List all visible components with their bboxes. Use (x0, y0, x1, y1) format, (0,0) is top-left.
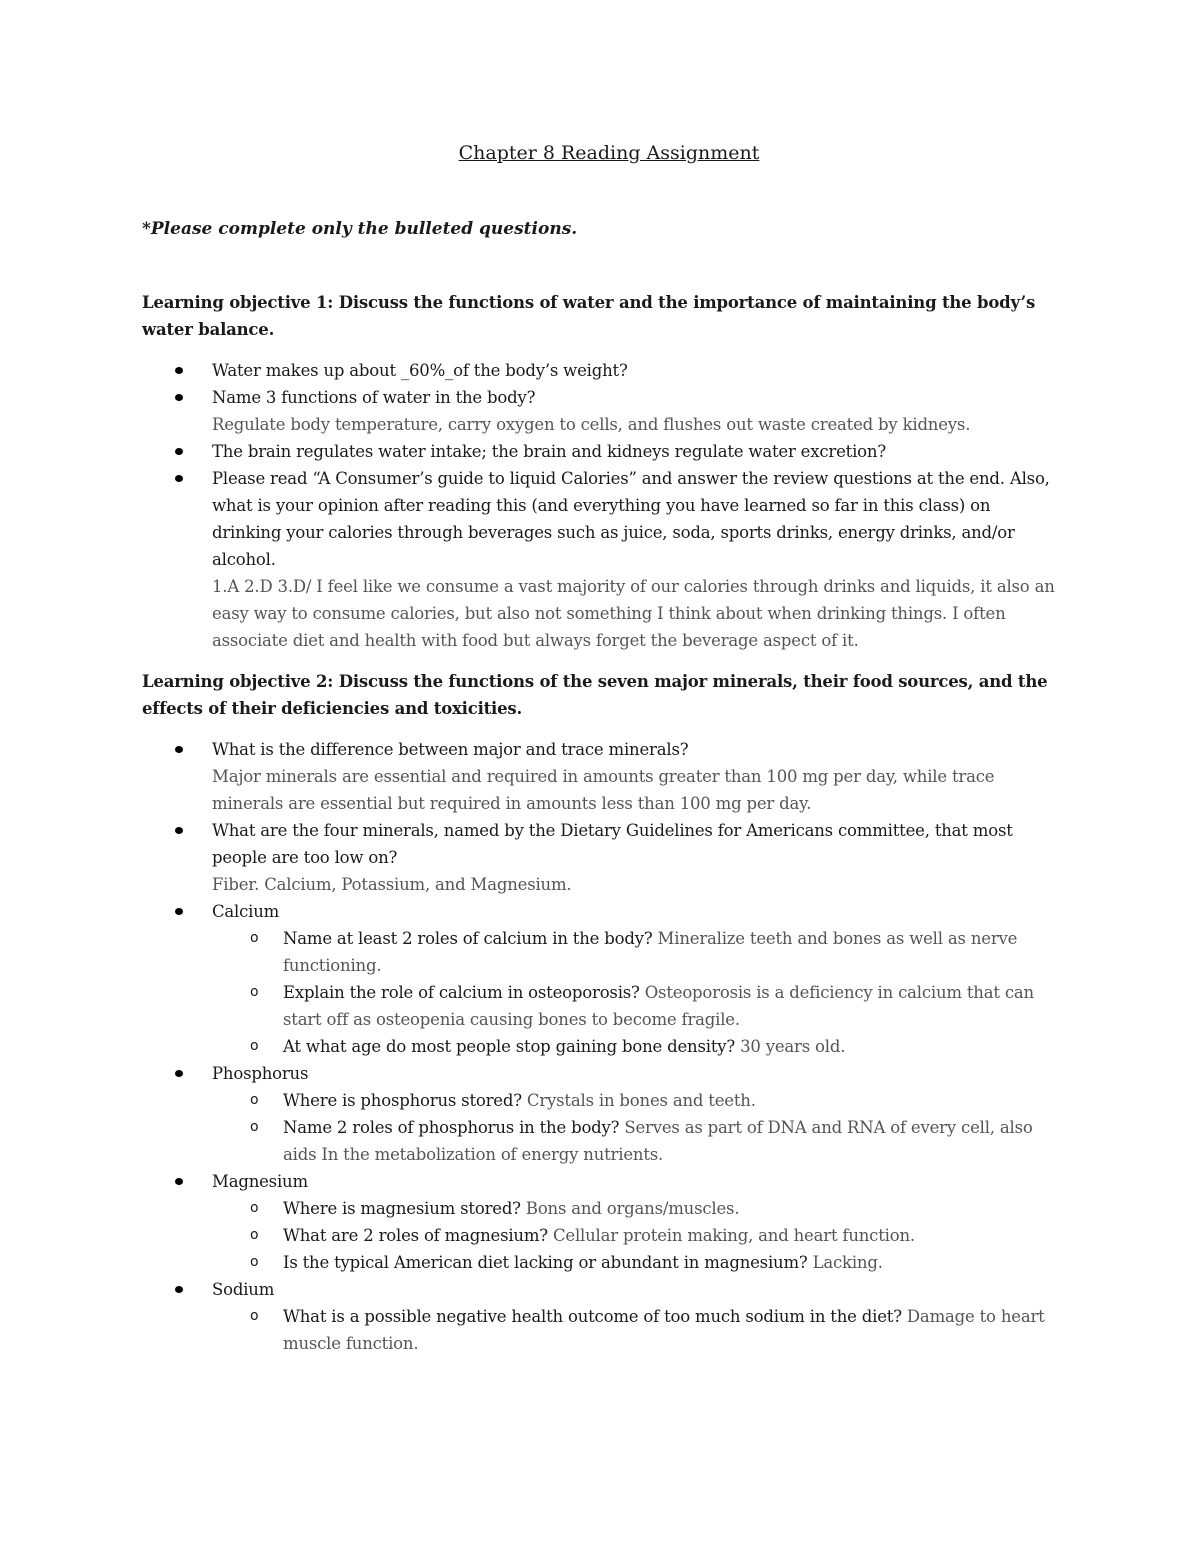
question-text: Name 3 functions of water in the body? (212, 388, 536, 407)
answer-text: Crystals in bones and teeth. (521, 1091, 756, 1110)
sub-question-item (212, 1249, 1062, 1276)
sub-bullet-icon: o (250, 1092, 259, 1108)
page-title: Chapter 8 Reading Assignment (458, 142, 760, 164)
sub-bullet-icon: o (250, 1254, 259, 1270)
bullet-icon (175, 746, 183, 753)
sub-question-item (212, 1114, 1062, 1168)
answer-text: Damage to heart muscle function. (283, 1307, 1045, 1353)
answer-text: Fiber. Calcium, Potassium, and Magnesium. (212, 875, 572, 894)
sub-question-item (212, 1222, 1062, 1249)
sub-bullet-icon: o (250, 930, 259, 946)
bullet-icon (175, 1178, 183, 1185)
sub-question-item (212, 1087, 1062, 1114)
question-text: Name 2 roles of phosphorus in the body? (283, 1118, 620, 1137)
question-text: At what age do most people stop gaining bone density? (283, 1037, 736, 1056)
mineral-name: Phosphorus (212, 1064, 309, 1083)
question-text: What are the four minerals, named by the Dietary Guidelines for Americans committee, that most people are too low on? (212, 821, 1013, 867)
mineral-name: Magnesium (212, 1172, 308, 1191)
sub-question-list (212, 1195, 1062, 1276)
mineral-item-calcium (142, 898, 1062, 1060)
question-text: Is the typical American diet lacking or abundant in magnesium? (283, 1253, 808, 1272)
mineral-name: Sodium (212, 1280, 275, 1299)
mineral-item-sodium (142, 1276, 1062, 1357)
bullet-icon (175, 475, 183, 482)
sub-bullet-icon: o (250, 1200, 259, 1216)
answer-text: Cellular protein making, and heart function. (547, 1226, 915, 1245)
answer-text: Serves as part of DNA and RNA of every cell, also aids In the metabolization of energy nutrients. (283, 1118, 1033, 1164)
question-text: What is the difference between major and trace minerals? (212, 740, 689, 759)
mineral-name: Calcium (212, 902, 280, 921)
mineral-item-magnesium (142, 1168, 1062, 1276)
sub-question-item (212, 1033, 1062, 1060)
lo2-question-list (142, 736, 1062, 1357)
bullet-icon (175, 1286, 183, 1293)
sub-question-item (212, 1303, 1062, 1357)
sub-bullet-icon: o (250, 1038, 259, 1054)
question-item (142, 817, 1062, 898)
question-text: Explain the role of calcium in osteoporosis? (283, 983, 640, 1002)
answer-text: 1.A 2.D 3.D/ I feel like we consume a vast majority of our calories through drinks and liquids, it also an easy way to consume calories, but also not something I think about when drinking things. I often associate diet and health with food but always forget the beverage aspect of it. (212, 577, 1055, 650)
lo1-question-list (142, 357, 1062, 654)
sub-question-item (212, 925, 1062, 979)
answer-text: 30 years old. (735, 1037, 846, 1056)
question-item (142, 357, 1062, 384)
mineral-item-phosphorus (142, 1060, 1062, 1168)
sub-bullet-icon: o (250, 1227, 259, 1243)
sub-question-list (212, 925, 1062, 1060)
question-text: The brain regulates water intake; the brain and kidneys regulate water excretion? (212, 442, 886, 461)
learning-objective-1: Learning objective 1: Discuss the functions of water and the importance of maintaining the body’s water balance. (142, 293, 1036, 339)
question-text: What are 2 roles of magnesium? (283, 1226, 548, 1245)
answer-text: Regulate body temperature, carry oxygen to cells, and flushes out waste created by kidneys. (212, 415, 971, 434)
document-page (142, 142, 1062, 1357)
question-text: Please read “A Consumer’s guide to liquid Calories” and answer the review questions at the end. Also, what is your opinion after reading this (and everything you have learned so far in this class) on drinking your calories through beverages such as juice, soda, sports drinks, energy drinks, and/or alcohol. (212, 469, 1050, 569)
bullet-icon (175, 1070, 183, 1077)
sub-question-list (212, 1087, 1062, 1168)
bullet-icon (175, 367, 183, 374)
bullet-icon (175, 827, 183, 834)
answer-text: Mineralize teeth and bones as well as nerve functioning. (283, 929, 1018, 975)
answer-text: Osteoporosis is a deficiency in calcium that can start off as osteopenia causing bones to become fragile. (283, 983, 1034, 1029)
sub-bullet-icon: o (250, 1119, 259, 1135)
instruction-note: *Please complete only the bulleted questions. (142, 219, 578, 239)
learning-objective-2: Learning objective 2: Discuss the functions of the seven major minerals, their food sources, and the effects of their deficiencies and toxicities. (142, 672, 1048, 718)
question-text: Water makes up about _60%_of the body’s weight? (212, 361, 628, 380)
question-text: Where is magnesium stored? (283, 1199, 521, 1218)
answer-text: Lacking. (807, 1253, 883, 1272)
question-text: Name at least 2 roles of calcium in the body? (283, 929, 653, 948)
question-item (142, 438, 1062, 465)
question-item (142, 736, 1062, 817)
bullet-icon (175, 448, 183, 455)
bullet-icon (175, 394, 183, 401)
answer-text: Major minerals are essential and required in amounts greater than 100 mg per day, while trace minerals are essential but required in amounts less than 100 mg per day. (212, 767, 995, 813)
sub-question-list (212, 1303, 1062, 1357)
question-text: Where is phosphorus stored? (283, 1091, 522, 1110)
question-item (142, 465, 1062, 654)
sub-bullet-icon: o (250, 984, 259, 1000)
question-text: What is a possible negative health outcome of too much sodium in the diet? (283, 1307, 902, 1326)
question-item (142, 384, 1062, 438)
sub-question-item (212, 979, 1062, 1033)
answer-text: Bons and organs/muscles. (520, 1199, 740, 1218)
sub-question-item (212, 1195, 1062, 1222)
sub-bullet-icon: o (250, 1308, 259, 1324)
bullet-icon (175, 908, 183, 915)
